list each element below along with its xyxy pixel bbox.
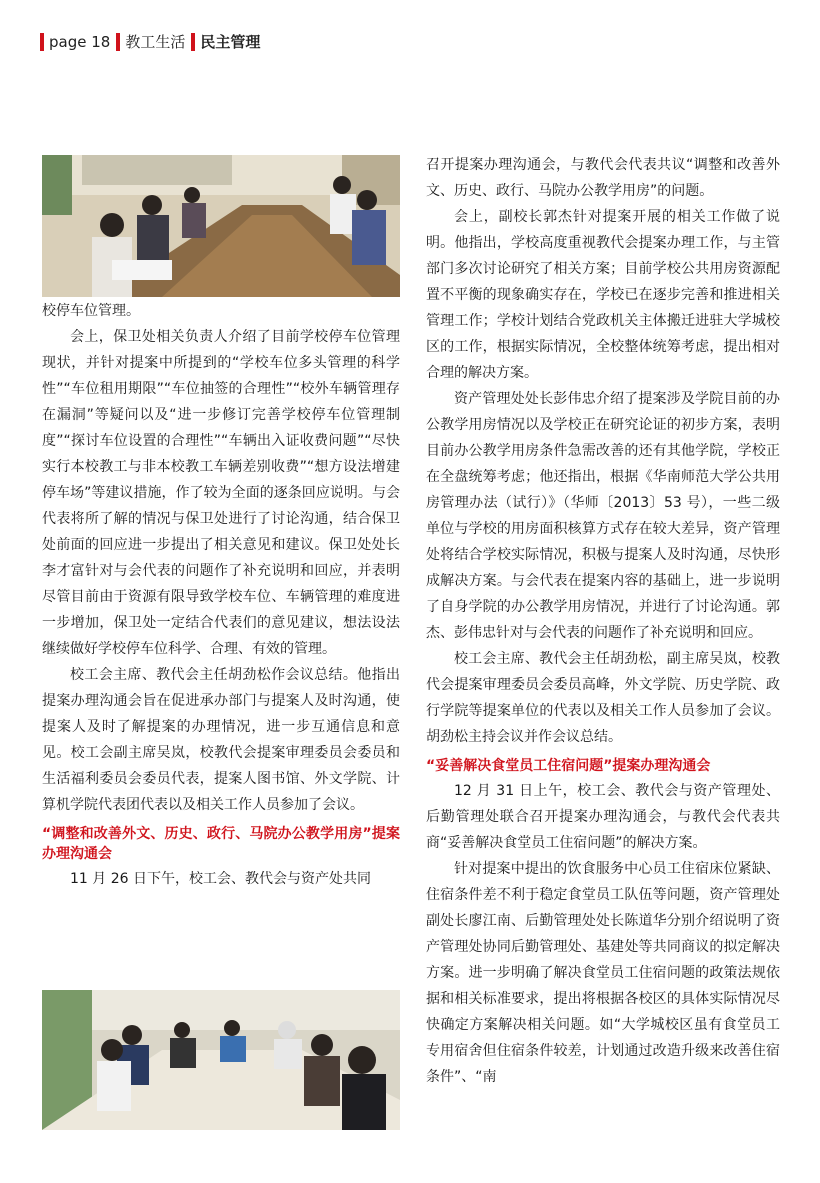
paragraph: 12 月 31 日上午，校工会、教代会与资产管理处、后勤管理处联合召开提案办理沟通会，与教代会代表共商“妥善解决食堂员工住宿问题”的解决方案。 bbox=[426, 783, 780, 851]
meeting-photo-1 bbox=[42, 155, 400, 297]
meeting-photo-2 bbox=[42, 990, 400, 1130]
section-heading: “妥善解决食堂员工住宿问题”提案办理沟通会 bbox=[426, 758, 711, 774]
right-column bbox=[426, 152, 780, 1090]
paragraph: 校工会主席、教代会主任胡劲松作会议总结。他指出提案办理沟通会旨在促进承办部门与提案人及时沟通，使提案人及时了解提案的办理情况，进一步互通信息和意见。校工会副主席吴岚，校教代会提案审理委员会委员和生活福利委员会委员代表，提案人图书馆、外文学院、计算机学院代表团代表以及相关工作人员参加了会议。 bbox=[42, 667, 400, 813]
paragraph: 校停车位管理。 bbox=[42, 303, 140, 319]
header-bar bbox=[191, 33, 195, 51]
header-bar bbox=[40, 33, 44, 51]
header-bar bbox=[116, 33, 120, 51]
paragraph: 针对提案中提出的饮食服务中心员工住宿床位紧缺、住宿条件差不利于稳定食堂员工队伍等问题，资产管理处副处长廖江南、后勤管理处处长陈道华分别介绍说明了资产管理处协同后勤管理处、基建处等共同商议的拟定解决方案。进一步明确了解决食堂员工住宿问题的政策法规依据和相关标准要求，提出将根据各校区的具体实际情况尽快确定方案解决相关问题。如“大学城校区虽有食堂员工专用宿舍但住宿条件较差，计划通过改造升级来改善住宿条件”、“南 bbox=[426, 861, 780, 1085]
page-number: page 18 bbox=[49, 33, 111, 51]
paragraph: 召开提案办理沟通会，与教代会代表共议“调整和改善外文、历史、政行、马院办公教学用房”的问题。 bbox=[426, 157, 780, 199]
section-heading: “调整和改善外文、历史、政行、马院办公教学用房”提案办理沟通会 bbox=[42, 826, 400, 862]
left-column bbox=[42, 298, 400, 892]
paragraph: 校工会主席、教代会主任胡劲松，副主席吴岚，校教代会提案审理委员会委员高峰，外文学院、历史学院、政行学院等提案单位的代表以及相关工作人员参加了会议。胡劲松主持会议并作会议总结。 bbox=[426, 651, 780, 745]
paragraph: 资产管理处处长彭伟忠介绍了提案涉及学院目前的办公教学用房情况以及学校正在研究论证的初步方案，表明目前办公教学用房条件急需改善的还有其他学院，学校正在全盘统筹考虑；他还指出，根据《华南师范大学公共用房管理办法（试行）》（华师〔2013〕53 号），一些二级单位与学校的用房面积核算方式存在较大差异，资产管理处将结合学校实际情况，积极与提案人及时沟通，尽快形成解决方案。与会代表在提案内容的基础上，进一步说明了自身学院的办公教学用房情况，并进行了讨论沟通。郭杰、彭伟忠针对与会代表的问题作了补充说明和回应。 bbox=[426, 391, 780, 641]
paragraph: 会上，保卫处相关负责人介绍了目前学校停车位管理现状，并针对提案中所提到的“学校车位多头管理的科学性”“车位租用期限”“车位抽签的合理性”“校外车辆管理存在漏洞”等疑问以及“进一步修订完善学校停车位管理制度”“探讨车位设置的合理性”“车辆出入证收费问题”“尽快实行本校教工与非本校教工车辆差别收费”“想方设法增建停车场”等建议措施，作了较为全面的逐条回应说明。与会代表将所了解的情况与保卫处进行了讨论沟通，结合保卫处前面的回应进一步提出了相关意见和建议。保卫处处长李才富针对与会代表的问题作了补充说明和回应，并表明尽管目前由于资源有限导致学校车位、车辆管理的难度进一步增加，保卫处一定结合代表们的意见建议，想法设法继续做好学校停车位科学、合理、有效的管理。 bbox=[42, 329, 400, 657]
page-header bbox=[40, 32, 266, 52]
paragraph: 会上，副校长郭杰针对提案开展的相关工作做了说明。他指出，学校高度重视教代会提案办理工作，与主管部门多次讨论研究了相关方案；目前学校公共用房资源配置不平衡的现象确实存在，学校已在逐步完善和推进相关管理工作；学校计划结合党政机关主体搬迁进驻大学城校区的工作，根据实际情况，全校整体统筹考虑，提出相对合理的解决方案。 bbox=[426, 209, 780, 381]
subsection-label: 民主管理 bbox=[200, 33, 261, 51]
section-label: 教工生活 bbox=[125, 33, 186, 51]
paragraph: 11 月 26 日下午，校工会、教代会与资产处共同 bbox=[70, 871, 371, 887]
